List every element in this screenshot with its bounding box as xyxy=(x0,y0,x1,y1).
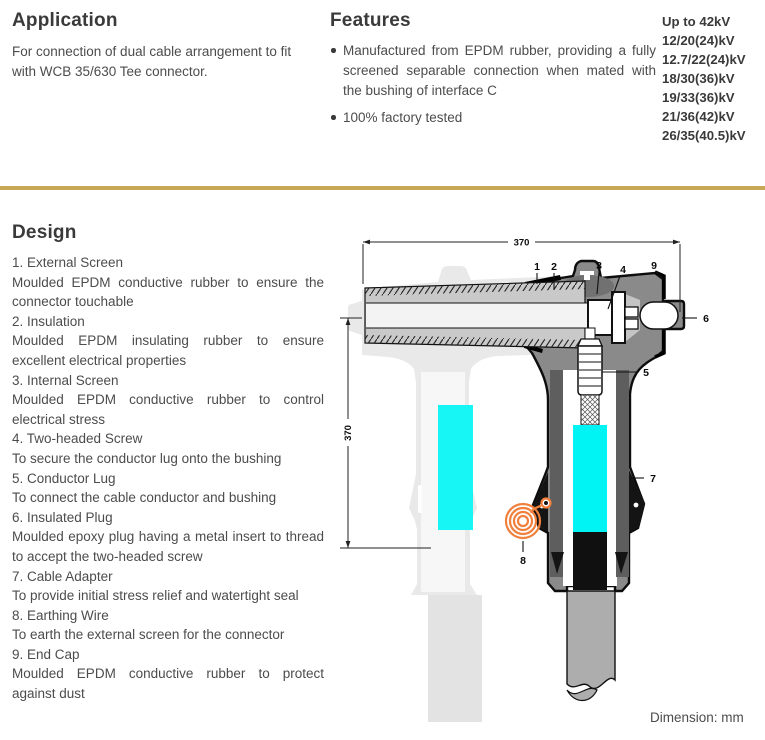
design-item-name: 6. Insulated Plug xyxy=(12,509,113,525)
feature-item-text: Manufactured from EPDM rubber, providing a fully screened separable connection when mated with the bushing of interface C xyxy=(343,43,656,98)
callout-4: 4 xyxy=(620,264,626,276)
dim-width-label: 370 xyxy=(513,237,530,249)
features-list xyxy=(330,41,656,128)
rating-line: 12/20(24)kV xyxy=(662,33,735,48)
bullet-icon xyxy=(331,115,336,120)
callout-8: 8 xyxy=(520,555,526,567)
rating-line: 21/36(42)kV xyxy=(662,109,735,124)
cable-termination xyxy=(534,328,645,701)
callout-2: 2 xyxy=(551,261,557,273)
callout-7: 7 xyxy=(650,473,656,485)
callout-9: 9 xyxy=(651,260,657,272)
design-item-desc: To earth the external screen for the connector xyxy=(12,627,285,643)
design-item-name: 1. External Screen xyxy=(12,255,124,270)
dim-height-label: 370 xyxy=(343,425,354,441)
features-title: Features xyxy=(330,10,411,31)
feature-item-text: 100% factory tested xyxy=(343,110,463,125)
callout-6: 6 xyxy=(703,313,709,325)
callout-5: 5 xyxy=(643,367,649,379)
callout-1: 1 xyxy=(534,261,540,273)
design-item-desc: Moulded EPDM conductive rubber to control electrical stress xyxy=(12,392,324,427)
feature-item xyxy=(330,41,656,101)
cable-conductor xyxy=(573,532,607,590)
bushing-channel xyxy=(366,303,587,328)
application-section xyxy=(12,10,314,82)
rating-line: 26/35(40.5)kV xyxy=(662,128,746,143)
design-title: Design xyxy=(12,222,77,243)
application-title: Application xyxy=(12,10,118,31)
gold-divider xyxy=(0,186,765,190)
application-body: For connection of dual cable arrangement to fit with WCB 35/630 Tee connector. xyxy=(12,44,292,79)
design-item-name: 2. Insulation xyxy=(12,313,85,329)
callout-3: 3 xyxy=(596,260,602,272)
cable-insulation xyxy=(573,425,607,532)
design-item-desc: To secure the conductor lug onto the bushing xyxy=(12,450,282,466)
mounting-ear xyxy=(629,470,645,532)
design-list xyxy=(12,253,324,704)
cable-break-line xyxy=(567,688,597,700)
cable xyxy=(567,591,615,688)
design-item-desc: To connect the cable conductor and bushing xyxy=(12,490,277,506)
design-item-name: 4. Two-headed Screw xyxy=(12,431,143,447)
insulated-plug-slot xyxy=(640,302,678,329)
design-item-name: 3. Internal Screen xyxy=(12,372,119,388)
dimension-note: Dimension: mm xyxy=(650,710,744,725)
design-item-desc: To provide initial stress relief and watertight seal xyxy=(12,588,299,604)
design-item-desc: Moulded epoxy plug having a metal insert to thread to accept the two-headed screw xyxy=(12,529,324,564)
features-section xyxy=(330,10,656,135)
design-item-name: 9. End Cap xyxy=(12,646,80,662)
design-item-name: 7. Cable Adapter xyxy=(12,568,113,584)
feature-item xyxy=(330,108,656,128)
connector-cross-section-diagram xyxy=(335,222,765,727)
design-section xyxy=(12,222,324,704)
design-item-desc: Moulded EPDM conductive rubber to protect against dust xyxy=(12,666,324,702)
ghost-cable xyxy=(428,595,482,722)
voltage-ratings xyxy=(662,12,762,145)
rating-line: 19/33(36)kV xyxy=(662,90,735,105)
design-item-desc: Moulded EPDM insulating rubber to ensure excellent electrical properties xyxy=(12,333,324,368)
two-headed-screw xyxy=(625,307,638,317)
bullet-icon xyxy=(331,48,336,53)
rating-line: Up to 42kV xyxy=(662,14,731,29)
rating-line: 12.7/22(24)kV xyxy=(662,52,746,67)
design-item-name: 5. Conductor Lug xyxy=(12,470,116,486)
design-item-desc: Moulded EPDM conductive rubber to ensure the connector touchable xyxy=(12,274,324,310)
rating-line: 18/30(36)kV xyxy=(662,71,735,86)
interface-bushing xyxy=(365,281,587,348)
design-item-name: 8. Earthing Wire xyxy=(12,607,109,623)
